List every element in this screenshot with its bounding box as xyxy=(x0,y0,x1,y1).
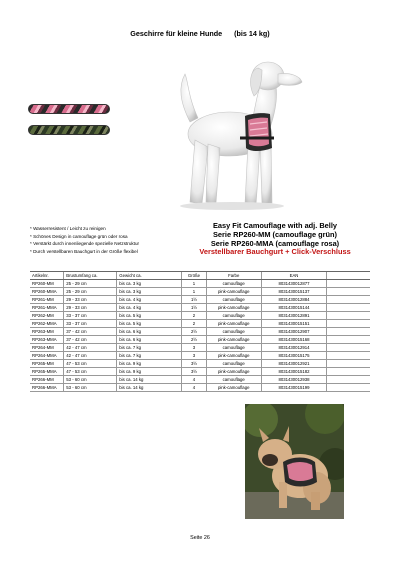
chest-cell: 37 - 42 cm xyxy=(64,336,117,344)
color-cell: camouflage xyxy=(206,376,261,384)
size-table xyxy=(30,271,370,392)
weight-cell: bis ca. 3 kg xyxy=(117,280,182,288)
table-row xyxy=(30,296,370,304)
article-cell: RP266-MMA xyxy=(30,384,64,392)
header-weight: Gewicht ca. xyxy=(117,272,182,280)
chest-cell: 33 - 37 cm xyxy=(64,312,117,320)
article-cell: RP264-MM xyxy=(30,344,64,352)
article-cell: RP263-MM xyxy=(30,328,64,336)
article-cell: RP261-MM xyxy=(30,296,64,304)
blank-cell xyxy=(327,312,370,320)
feature-list xyxy=(30,225,205,255)
chest-cell: 29 - 33 cm xyxy=(64,304,117,312)
size-cell: 1 xyxy=(182,280,206,288)
chest-cell: 37 - 42 cm xyxy=(64,328,117,336)
blank-cell xyxy=(327,328,370,336)
series-green: Serie RP260-MM (camouflage grün) xyxy=(212,229,338,239)
article-cell: RP263-MMA xyxy=(30,336,64,344)
chest-cell: 53 - 60 cm xyxy=(64,376,117,384)
feature-item: * Schönes Design in camouflage grün oder rosa xyxy=(30,233,128,239)
ean-cell: 8031430015182 xyxy=(261,368,326,376)
blank-cell xyxy=(327,384,370,392)
size-cell: 2½ xyxy=(182,328,206,336)
weight-cell: bis ca. 6 kg xyxy=(117,336,182,344)
page-title: Geschirre für kleine Hunde (bis 14 kg) xyxy=(130,29,270,38)
color-cell: pink-camouflage xyxy=(206,320,261,328)
weight-cell: bis ca. 4 kg xyxy=(117,304,182,312)
weight-cell: bis ca. 3 kg xyxy=(117,288,182,296)
blank-cell xyxy=(327,376,370,384)
feature-item: * Durch verstellbaren Bauchgurt in der Größe flexibel xyxy=(30,248,138,254)
size-cell: 1 xyxy=(182,288,206,296)
color-cell: camouflage xyxy=(206,280,261,288)
table-row xyxy=(30,328,370,336)
article-cell: RP265-MMA xyxy=(30,368,64,376)
feature-item: * Wasserresistent / Leicht zu reinigen xyxy=(30,226,106,231)
feature-highlight: Verstellbarer Bauchgurt + Click-Verschluss xyxy=(199,247,351,257)
blank-cell xyxy=(327,360,370,368)
weight-cell: bis ca. 9 kg xyxy=(117,360,182,368)
header-article: Artikelnr. xyxy=(30,272,64,280)
weight-cell: bis ca. 5 kg xyxy=(117,312,182,320)
weight-cell: bis ca. 7 kg xyxy=(117,352,182,360)
weight-cell: bis ca. 4 kg xyxy=(117,296,182,304)
weight-cell: bis ca. 6 kg xyxy=(117,328,182,336)
ean-cell: 8031430015199 xyxy=(261,384,326,392)
chest-cell: 25 - 29 cm xyxy=(64,280,117,288)
series-pink: Serie RP260-MMA (camouflage rosa) xyxy=(210,238,340,248)
table-row xyxy=(30,336,370,344)
chest-cell: 42 - 47 cm xyxy=(64,352,117,360)
weight-cell: bis ca. 7 kg xyxy=(117,344,182,352)
blank-cell xyxy=(327,280,370,288)
header-chest: Brustumfang ca. xyxy=(64,272,117,280)
ean-cell: 8031430012884 xyxy=(261,296,326,304)
ean-cell: 8031430012914 xyxy=(261,344,326,352)
article-cell: RP265-MM xyxy=(30,360,64,368)
blank-cell xyxy=(327,304,370,312)
chest-cell: 29 - 33 cm xyxy=(64,296,117,304)
header-color: Farbe xyxy=(206,272,261,280)
color-cell: pink-camouflage xyxy=(206,288,261,296)
article-cell: RP261-MMA xyxy=(30,304,64,312)
ean-cell: 8031430015137 xyxy=(261,288,326,296)
size-cell: 3 xyxy=(182,352,206,360)
table-row xyxy=(30,376,370,384)
header-size: Größe xyxy=(182,272,206,280)
table-row xyxy=(30,312,370,320)
article-cell: RP266-MM xyxy=(30,376,64,384)
dog-mannequin-image xyxy=(150,52,310,217)
ean-cell: 8031430015151 xyxy=(261,320,326,328)
color-cell: pink-camouflage xyxy=(206,304,261,312)
product-name: Easy Fit Camouflage with adj. Belly xyxy=(212,221,338,230)
ean-cell: 8031430012891 xyxy=(261,312,326,320)
color-cell: pink-camouflage xyxy=(206,368,261,376)
table-row xyxy=(30,320,370,328)
blank-cell xyxy=(327,344,370,352)
size-cell: 3½ xyxy=(182,368,206,376)
chest-cell: 25 - 29 cm xyxy=(64,288,117,296)
chest-cell: 53 - 60 cm xyxy=(64,384,117,392)
color-cell: pink-camouflage xyxy=(206,384,261,392)
weight-cell: bis ca. 14 kg xyxy=(117,384,182,392)
table-row xyxy=(30,288,370,296)
green-camouflage-swatch xyxy=(28,125,110,135)
blank-cell xyxy=(327,288,370,296)
ean-cell: 8031430015175 xyxy=(261,352,326,360)
article-cell: RP262-MMA xyxy=(30,320,64,328)
blank-cell xyxy=(327,368,370,376)
blank-cell xyxy=(327,352,370,360)
table-row xyxy=(30,360,370,368)
weight-cell: bis ca. 5 kg xyxy=(117,320,182,328)
size-cell: 4 xyxy=(182,384,206,392)
article-cell: RP260-MMA xyxy=(30,288,64,296)
size-cell: 2 xyxy=(182,320,206,328)
table-body xyxy=(30,280,370,392)
chest-cell: 47 - 53 cm xyxy=(64,368,117,376)
blank-cell xyxy=(327,296,370,304)
color-cell: pink-camouflage xyxy=(206,352,261,360)
article-cell: RP260-MM xyxy=(30,280,64,288)
ean-cell: 8031430012877 xyxy=(261,280,326,288)
article-cell: RP264-MMA xyxy=(30,352,64,360)
product-headline xyxy=(190,222,360,257)
size-cell: 3 xyxy=(182,344,206,352)
table-row xyxy=(30,384,370,392)
chest-cell: 47 - 53 cm xyxy=(64,360,117,368)
french-bulldog-photo xyxy=(245,404,344,519)
chest-cell: 42 - 47 cm xyxy=(64,344,117,352)
weight-cell: bis ca. 9 kg xyxy=(117,368,182,376)
header-blank xyxy=(327,272,370,280)
ean-cell: 8031430012907 xyxy=(261,328,326,336)
color-cell: pink-camouflage xyxy=(206,336,261,344)
ean-cell: 8031430012938 xyxy=(261,376,326,384)
header-ean: EAN xyxy=(261,272,326,280)
size-cell: 3½ xyxy=(182,360,206,368)
pink-camouflage-swatch xyxy=(28,104,110,114)
size-cell: 2 xyxy=(182,312,206,320)
page-number: Seite 26 xyxy=(190,535,210,541)
size-cell: 2½ xyxy=(182,336,206,344)
table-row xyxy=(30,280,370,288)
size-cell: 4 xyxy=(182,376,206,384)
weight-cell: bis ca. 14 kg xyxy=(117,376,182,384)
size-cell: 1½ xyxy=(182,296,206,304)
size-cell: 1½ xyxy=(182,304,206,312)
color-cell: camouflage xyxy=(206,312,261,320)
table-row xyxy=(30,368,370,376)
color-cell: camouflage xyxy=(206,344,261,352)
color-cell: camouflage xyxy=(206,296,261,304)
ean-cell: 8031430015144 xyxy=(261,304,326,312)
table-row xyxy=(30,352,370,360)
chest-cell: 33 - 37 cm xyxy=(64,320,117,328)
ean-cell: 8031430015168 xyxy=(261,336,326,344)
blank-cell xyxy=(327,320,370,328)
color-cell: camouflage xyxy=(206,328,261,336)
table-header-row xyxy=(30,272,370,280)
ean-cell: 8031430012921 xyxy=(261,360,326,368)
table-row xyxy=(30,344,370,352)
article-cell: RP262-MM xyxy=(30,312,64,320)
feature-item: * Verstärkt durch innenliegende spezielle Netzstruktur xyxy=(30,241,140,247)
swatch-stack xyxy=(28,104,110,146)
table-row xyxy=(30,304,370,312)
color-cell: camouflage xyxy=(206,360,261,368)
blank-cell xyxy=(327,336,370,344)
